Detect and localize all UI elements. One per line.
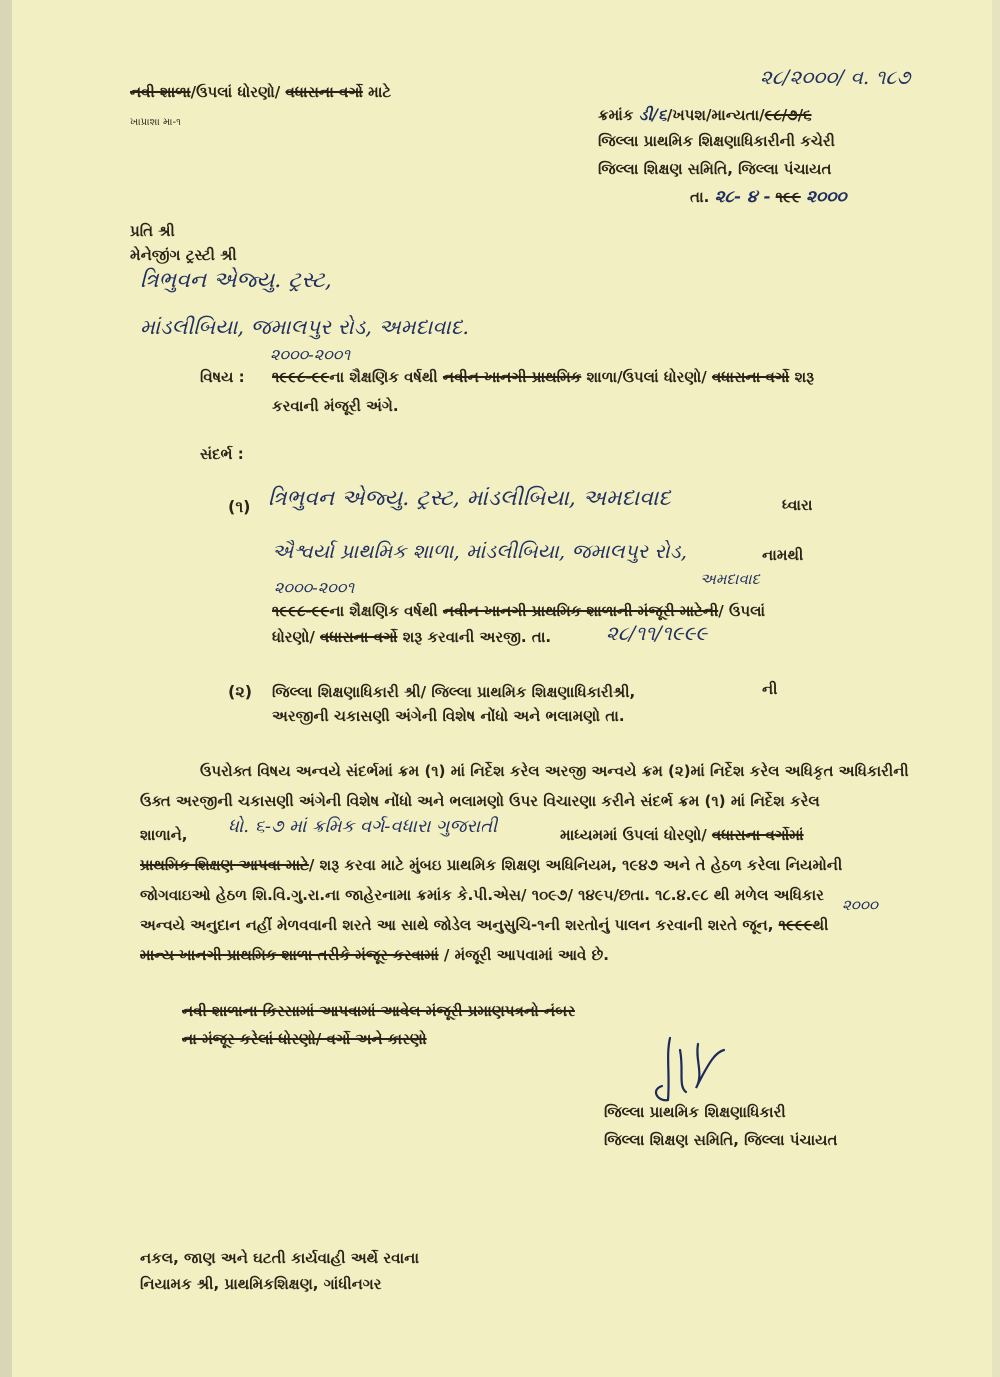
body-line6-handwritten: ૨૦૦૦ <box>842 896 878 914</box>
reference-item2-line2: અરજીની ચકાસણી અંગેની વિશેષ નોંધો અને ભલામણો તા. <box>272 707 625 725</box>
reference-item1-line3a: ના શૈક્ષણિક વર્ષથી <box>329 602 443 620</box>
handwritten-outward-number: ૨૮/૨૦૦૦/ વ. ૧૮૭ <box>760 65 911 89</box>
form-title <box>130 83 391 101</box>
body-line4-struck: પ્રાથમિક શિક્ષણ આપવા માટે <box>140 856 309 874</box>
body-line1: ઉપરોક્ત વિષય અન્વયે સંદર્ભમાં ક્રમ (૧) માં નિર્દેશ કરેલ અરજી અન્વયે ક્રમ (૨)માં નિર્દેશ કરેલ અધિકૃત અધિકારીની <box>200 762 909 780</box>
reference-item1-line4 <box>272 628 551 646</box>
reference-item1-city-handwritten: અમદાવાદ <box>700 570 760 588</box>
page-left-edge <box>0 0 12 1377</box>
copy-line2: નિયામક શ્રી, પ્રાથમિકશિક્ષણ, ગાંધીનગર <box>140 1275 382 1293</box>
body-line7 <box>140 946 609 964</box>
form-title-rest: /ઉપલાં ધોરણો/ <box>190 83 286 101</box>
reference-item1-line3b: / ઉપલાં <box>718 602 766 620</box>
body-line3a: શાળાને, <box>140 826 188 844</box>
reference-item1-namthi: નામથી <box>762 546 804 564</box>
body-line3-struck: વધારાના વર્ગોમાં <box>711 826 804 844</box>
date-label: તા. <box>690 188 710 206</box>
page-right-edge <box>992 0 1000 1377</box>
body-line3 <box>140 826 188 844</box>
subject-text-struck2: વધારાના વર્ગો <box>711 368 790 386</box>
body-line6-struck: ૧૯૯૯ <box>778 916 813 934</box>
struck-note-line1: નવી શાળાના કિસ્સામાં આપવામાં આવેલ મંજૂરી પ્રમાણપત્રનો નંબર <box>182 1002 575 1020</box>
reference-item1-number: (૧) <box>228 497 251 516</box>
struck-note-line2: ના મંજૂર કરેલાં ધોરણો/ વર્ગો અને કારણો <box>182 1030 427 1048</box>
reference-number <box>598 106 812 124</box>
body-line3-handwritten: ધો. ૬-૭ માં ક્રમિક વર્ગ-વધારા ગુજરાતી <box>228 816 498 837</box>
subject-text-struck: નવીન ખાનગી પ્રાથમિક <box>442 368 582 386</box>
date-year-handwritten: ૨૦૦૦ <box>805 187 847 207</box>
date-handwritten: ૨૮- ૪ - <box>714 187 771 207</box>
subject-year-handwritten: ૨૦૦૦-૨૦૦૧ <box>270 345 351 364</box>
body-line2: ઉક્ત અરજીની ચકાસણી અંગેની વિશેષ નોંધો અને ભલામણો ઉપર વિચારણા કરીને સંદર્ભ ક્રમ (૧) માં નિર્દેશ કરેલ <box>140 792 820 810</box>
body-line6-text: અન્વયે અનુદાન નહીં મેળવવાની શરતે આ સાથે જોડેલ અનુસુચિ-૧ની શરતોનું પાલન કરવાની શરતે જૂન, <box>140 916 774 934</box>
reference-item1-name-handwritten: ત્રિભુવન એજ્યુ. ટ્રસ્ટ, માંડલીબિયા, અમદાવાદ <box>268 486 671 511</box>
form-title-struck2: વધારાના વર્ગો <box>285 83 363 101</box>
subject-text-a: ના શૈક્ષણિક વર્ષથી <box>329 368 443 386</box>
copy-line1: નકલ, જાણ અને ઘટતી કાર્યવાહી અર્થે રવાના <box>140 1249 419 1267</box>
reference-item1-line4-struck: વધારાના વર્ગો <box>320 628 398 646</box>
body-line6-end: થી <box>812 916 829 934</box>
office-name-line1: જિલ્લા પ્રાથમિક શિક્ષણાધિકારીની કચેરી <box>598 132 835 150</box>
subject-line1 <box>272 368 814 386</box>
reference-item1-year-struck: ૧૯૯૮-૯૯ <box>272 602 330 620</box>
reference-item2-number: (૨) <box>228 682 253 701</box>
reference-item1-date-handwritten: ૨૮/૧૧/૧૯૯૯ <box>606 621 708 645</box>
date-struck: ૧૯૯ <box>775 188 801 206</box>
body-line6 <box>140 916 828 934</box>
reference-item2-ni: ની <box>762 680 778 698</box>
reference-handwritten: ડી/૬ <box>638 105 667 124</box>
reference-item1-school-handwritten: ઐશ્વર્યા પ્રાથમિક શાળા, માંડલીબિયા, જમાલપુર રોડ, <box>272 539 687 563</box>
subject-text-c: શરૂ <box>789 368 815 386</box>
addressee-role: મેનેજીંગ ટ્રસ્ટી શ્રી <box>130 246 237 264</box>
reference-item1-line3 <box>272 602 765 620</box>
addressee-address-handwritten: માંડલીબિયા, જમાલપુર રોડ, અમદાવાદ. <box>140 315 470 339</box>
subject-year-struck: ૧૯૯૮-૯૯ <box>272 368 330 386</box>
form-title-struck: નવી શાળા <box>130 83 191 101</box>
handwritten-signature <box>640 1030 730 1110</box>
body-line7-struck: માન્ય ખાનગી પ્રાથમિક શાળા તરીકે મંજૂર કરવામાં <box>140 946 439 964</box>
body-line3b: માધ્યમમાં ઉપલાં ધોરણો/ <box>560 826 712 844</box>
reference-struck: ૯૮/૭/૬ <box>764 106 812 124</box>
reference-rest: /ખપશ/માન્યતા/ <box>666 106 765 124</box>
subject-line2: કરવાની મંજૂરી અંગે. <box>272 397 399 415</box>
reference-section-label: સંદર્ભ : <box>200 445 244 463</box>
form-number: ખાપ્રાશા મા-૧ <box>130 117 181 128</box>
subject-label: વિષય : <box>200 368 245 386</box>
body-line5: જોગવાઇઓ હેઠળ શિ.વિ.ગુ.રા.ના જાહેરનામા ક્રમાંક કે.પી.એસ/ ૧૦૯૭/ ૧૪૯૫/છતા. ૧૮.૪.૯૮ થી મળેલ અધિકાર <box>140 886 824 904</box>
reference-item1-line3-struck: નવીન ખાનગી પ્રાથમિક શાળાની મંજૂરી માટેની <box>442 602 719 620</box>
body-line4-text: / શરૂ કરવા માટે મુંબઇ પ્રાથમિક શિક્ષણ અધિનિયમ, ૧૯૪૭ અને તે હેઠળ કરેલા નિયમોની <box>308 856 843 874</box>
signature-line1: જિલ્લા પ્રાથમિક શિક્ષણાધિકારી <box>604 1103 786 1121</box>
reference-item1-year-handwritten: ૨૦૦૦-૨૦૦૧ <box>274 578 355 597</box>
form-title-end: માટે <box>362 83 392 101</box>
reference-item2-line1: જિલ્લા શિક્ષણાધિકારી શ્રી/ જિલ્લા પ્રાથમિક શિક્ષણાધિકારીશ્રી, <box>272 683 636 701</box>
subject-text-b: શાળા/ઉપલાં ધોરણો/ <box>581 368 712 386</box>
letter-date <box>690 188 847 206</box>
body-line3-end <box>560 826 804 844</box>
signature-line2: જિલ્લા શિક્ષણ સમિતિ, જિલ્લા પંચાયત <box>604 1131 838 1149</box>
office-name-line2: જિલ્લા શિક્ષણ સમિતિ, જિલ્લા પંચાયત <box>598 160 832 178</box>
body-line7-text: / મંજૂરી આપવામાં આવે છે. <box>438 946 609 964</box>
reference-label: ક્રમાંક <box>598 106 639 124</box>
body-line4 <box>140 856 842 874</box>
addressee-name-handwritten: ત્રિભુવન એજ્યુ. ટ્રસ્ટ, <box>140 268 332 293</box>
addressee-prati: પ્રતિ શ્રી <box>130 222 175 240</box>
reference-item1-line4a: ધોરણો/ <box>272 628 321 646</box>
reference-item1-by: ધ્વારા <box>782 496 813 514</box>
reference-item1-line4b: શરૂ કરવાની અરજી. તા. <box>397 628 552 646</box>
